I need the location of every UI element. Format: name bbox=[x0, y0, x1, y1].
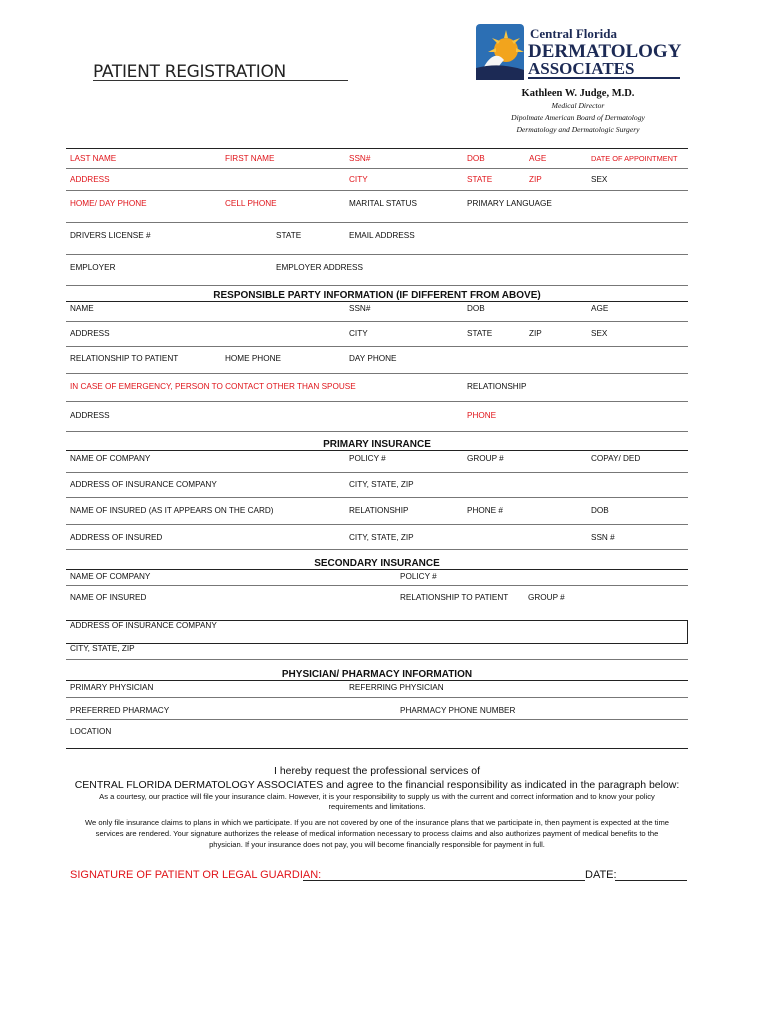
rp-relationship-field[interactable]: RELATIONSHIP TO PATIENT bbox=[70, 354, 179, 363]
preferred-pharmacy-field[interactable]: PREFERRED PHARMACY bbox=[70, 706, 170, 715]
divider bbox=[66, 585, 688, 586]
emergency-phone-field[interactable]: PHONE bbox=[467, 411, 497, 420]
rp-day-phone-field[interactable]: DAY PHONE bbox=[349, 354, 397, 363]
rp-state-field[interactable]: STATE bbox=[467, 329, 493, 338]
consent-para1a: As a courtesy, our practice will file your insurance claim. However, it is your responsibility to supply us with the current and correct information and to know your policy bbox=[99, 792, 655, 801]
rp-zip-field[interactable]: ZIP bbox=[529, 329, 542, 338]
divider bbox=[66, 401, 688, 402]
pi-policy-field[interactable]: POLICY # bbox=[349, 454, 386, 463]
si-company-field[interactable]: NAME OF COMPANY bbox=[70, 572, 151, 581]
sex-field[interactable]: SEX bbox=[591, 175, 608, 184]
responsible-party-heading: RESPONSIBLE PARTY INFORMATION (IF DIFFERENT FROM ABOVE) bbox=[213, 290, 541, 301]
divider bbox=[66, 285, 688, 286]
si-insured-field[interactable]: NAME OF INSURED bbox=[70, 593, 147, 602]
title-underline bbox=[93, 80, 348, 81]
ssn-field[interactable]: SSN# bbox=[349, 154, 371, 163]
si-group-field[interactable]: GROUP # bbox=[528, 593, 565, 602]
emergency-address-field[interactable]: ADDRESS bbox=[70, 411, 110, 420]
primary-insurance-heading: PRIMARY INSURANCE bbox=[323, 439, 431, 450]
dob-field[interactable]: DOB bbox=[467, 154, 485, 163]
signature-label: SIGNATURE OF PATIENT OR LEGAL GUARDIAN: bbox=[70, 869, 322, 881]
state-field[interactable]: STATE bbox=[467, 175, 493, 184]
divider bbox=[66, 549, 688, 550]
location-field[interactable]: LOCATION bbox=[70, 727, 112, 736]
divider bbox=[66, 431, 688, 432]
divider bbox=[66, 569, 688, 570]
rp-name-field[interactable]: NAME bbox=[70, 304, 94, 313]
secondary-insurance-heading: SECONDARY INSURANCE bbox=[314, 558, 440, 569]
pi-ssn-field[interactable]: SSN # bbox=[591, 533, 615, 542]
divider bbox=[66, 748, 688, 749]
zip-field[interactable]: ZIP bbox=[529, 175, 542, 184]
pi-group-field[interactable]: GROUP # bbox=[467, 454, 504, 463]
city-field[interactable]: CITY bbox=[349, 175, 368, 184]
primary-physician-field[interactable]: PRIMARY PHYSICIAN bbox=[70, 683, 154, 692]
rp-sex-field[interactable]: SEX bbox=[591, 329, 608, 338]
divider bbox=[66, 168, 688, 169]
rp-ssn-field[interactable]: SSN# bbox=[349, 304, 371, 313]
referring-physician-field[interactable]: REFERRING PHYSICIAN bbox=[349, 683, 444, 692]
pi-company-field[interactable]: NAME OF COMPANY bbox=[70, 454, 151, 463]
pi-company-address-field[interactable]: ADDRESS OF INSURANCE COMPANY bbox=[70, 480, 217, 489]
consent-para2a: We only file insurance claims to plans in which we participate. If you are not covered by one of the insurance plans that we participate in, then payment is expected at the time bbox=[84, 818, 670, 827]
cell-phone-field[interactable]: CELL PHONE bbox=[225, 199, 277, 208]
emergency-contact-field[interactable]: IN CASE OF EMERGENCY, PERSON TO CONTACT OTHER THAN SPOUSE bbox=[70, 382, 356, 391]
page-title: PATIENT REGISTRATION bbox=[93, 62, 286, 82]
doctor-board: Dipolmate American Board of Dermatology bbox=[511, 113, 645, 122]
appointment-date-field[interactable]: DATE OF APPOINTMENT bbox=[591, 154, 678, 163]
home-phone-field[interactable]: HOME/ DAY PHONE bbox=[70, 199, 147, 208]
address-field[interactable]: ADDRESS bbox=[70, 175, 110, 184]
first-name-field[interactable]: FIRST NAME bbox=[225, 154, 275, 163]
pi-copay-field[interactable]: COPAY/ DED bbox=[591, 454, 641, 463]
pharmacy-phone-field[interactable]: PHARMACY PHONE NUMBER bbox=[400, 706, 516, 715]
doctor-name: Kathleen W. Judge, M.D. bbox=[521, 88, 635, 99]
logo-graphic bbox=[476, 24, 682, 82]
logo-line3: ASSOCIATES bbox=[528, 59, 635, 78]
pi-insured-csz-field[interactable]: CITY, STATE, ZIP bbox=[349, 533, 414, 542]
pi-insured-address-field[interactable]: ADDRESS OF INSURED bbox=[70, 533, 163, 542]
divider bbox=[66, 524, 688, 525]
emergency-relationship-field[interactable]: RELATIONSHIP bbox=[467, 382, 527, 391]
license-state-field[interactable]: STATE bbox=[276, 231, 302, 240]
practice-logo bbox=[476, 24, 682, 82]
rp-age-field[interactable]: AGE bbox=[591, 304, 609, 313]
logo-line2: DERMATOLOGY bbox=[528, 41, 682, 62]
physician-heading: PHYSICIAN/ PHARMACY INFORMATION bbox=[281, 669, 473, 680]
marital-status-field[interactable]: MARITAL STATUS bbox=[349, 199, 417, 208]
signature-line[interactable] bbox=[303, 880, 585, 881]
employer-address-field[interactable]: EMPLOYER ADDRESS bbox=[276, 263, 363, 272]
rp-address-field[interactable]: ADDRESS bbox=[70, 329, 110, 338]
date-line[interactable] bbox=[615, 880, 687, 881]
logo-line1: Central Florida bbox=[530, 26, 618, 41]
consent-line2: CENTRAL FLORIDA DERMATOLOGY ASSOCIATES and agree to the financial responsibility as indicated in the paragraph below: bbox=[74, 779, 680, 791]
divider bbox=[66, 719, 688, 720]
pi-phone-field[interactable]: PHONE # bbox=[467, 506, 503, 515]
divider bbox=[66, 148, 688, 149]
doctor-title: Medical Director bbox=[551, 101, 605, 110]
si-city-state-zip-field[interactable]: CITY, STATE, ZIP bbox=[70, 644, 135, 653]
language-field[interactable]: PRIMARY LANGUAGE bbox=[467, 199, 552, 208]
divider bbox=[66, 497, 688, 498]
pi-city-state-zip-field[interactable]: CITY, STATE, ZIP bbox=[349, 480, 414, 489]
divider bbox=[66, 301, 688, 302]
divider bbox=[66, 346, 688, 347]
rp-dob-field[interactable]: DOB bbox=[467, 304, 485, 313]
age-field[interactable]: AGE bbox=[529, 154, 547, 163]
consent-para2b: services are rendered. Your signature authorizes the release of medical information necessary to process claims and also authorizes payment of medical benefits to the bbox=[95, 829, 659, 838]
employer-field[interactable]: EMPLOYER bbox=[70, 263, 116, 272]
consent-para2c: physician. If your insurance does not pay, you will become financially responsible for payment in full. bbox=[209, 840, 545, 849]
pi-insured-name-field[interactable]: NAME OF INSURED (AS IT APPEARS ON THE CARD) bbox=[70, 506, 274, 515]
divider bbox=[66, 472, 688, 473]
divider bbox=[66, 321, 688, 322]
last-name-field[interactable]: LAST NAME bbox=[70, 154, 117, 163]
date-label: DATE: bbox=[585, 869, 617, 881]
divider bbox=[66, 373, 688, 374]
divider bbox=[66, 450, 688, 451]
divider bbox=[66, 190, 688, 191]
si-relationship-field[interactable]: RELATIONSHIP TO PATIENT bbox=[400, 593, 509, 602]
divider bbox=[66, 659, 688, 660]
si-company-address-field[interactable]: ADDRESS OF INSURANCE COMPANY bbox=[70, 621, 217, 630]
consent-para1b: requirements and limitations. bbox=[328, 802, 426, 811]
divider bbox=[66, 680, 688, 681]
rp-home-phone-field[interactable]: HOME PHONE bbox=[225, 354, 281, 363]
pi-dob-field[interactable]: DOB bbox=[591, 506, 609, 515]
pi-relationship-field[interactable]: RELATIONSHIP bbox=[349, 506, 409, 515]
divider bbox=[66, 254, 688, 255]
si-policy-field[interactable]: POLICY # bbox=[400, 572, 437, 581]
consent-line1: I hereby request the professional services of bbox=[273, 765, 481, 777]
divider bbox=[66, 697, 688, 698]
doctor-specialty: Dermatology and Dermatologic Surgery bbox=[516, 125, 640, 134]
license-field[interactable]: DRIVERS LICENSE # bbox=[70, 231, 151, 240]
divider bbox=[66, 222, 688, 223]
rp-city-field[interactable]: CITY bbox=[349, 329, 368, 338]
email-field[interactable]: EMAIL ADDRESS bbox=[349, 231, 415, 240]
